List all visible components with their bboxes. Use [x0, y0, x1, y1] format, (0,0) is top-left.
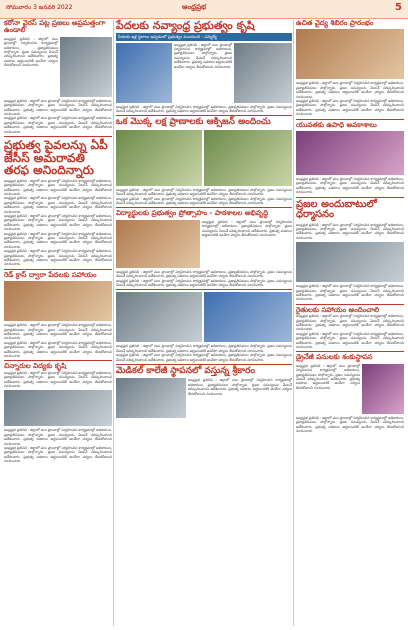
- story-text: ఆంధ్రప్రభ ప్రతినిధి : జిల్లాలో పలు ప్రాంతాల్లో నిర్వహించిన కార్యక్రమాల్లో అధికారులు, ప్రజాప్రతినిధులు పాల్గొన్నారు. ప్రజల సమస్యలను వెంటనే పరిష్కరించాలని ఆదేశించారు. ప్రభుత్వ పథకాలు అర్హులందరికీ అందేలా చర్యలు తీసుకోవాలని సూచించారు.: [4, 178, 112, 196]
- divider: [116, 289, 292, 290]
- photo: [60, 37, 112, 97]
- photo: [116, 43, 172, 103]
- photo: [204, 292, 292, 342]
- divider: [4, 360, 112, 361]
- photo: [296, 131, 404, 175]
- lead-subheading: పేదలకు ఇళ్ల స్థలాలు ఇవ్వడంలో ప్రభుత్వం ముందుంది - ఎమ్మెల్యే: [116, 33, 292, 41]
- column-divider: [113, 20, 114, 626]
- story-text: ఆంధ్రప్రభ ప్రతినిధి : జిల్లాలో పలు ప్రాంతాల్లో నిర్వహించిన కార్యక్రమాల్లో అధికారులు, ప్రజాప్రతినిధులు పాల్గొన్నారు. ప్రజల సమస్యలను వెంటనే పరిష్కరించాలని ఆదేశించారు. ప్రభుత్వ పథకాలు అర్హులందరికీ అందేలా చర్యలు తీసుకోవాలని సూచించారు.: [4, 98, 112, 116]
- left-column: [4, 20, 112, 464]
- divider: [116, 207, 292, 208]
- story-text: ఆంధ్రప్రభ ప్రతినిధి : జిల్లాలో పలు ప్రాంతాల్లో నిర్వహించిన కార్యక్రమాల్లో అధికారులు, ప్రజాప్రతినిధులు పాల్గొన్నారు. ప్రజల సమస్యలను వెంటనే పరిష్కరించాలని ఆదేశించారు. ప్రభుత్వ పథకాలు అర్హులందరికీ అందేలా చర్యలు తీసుకోవాలని సూచించారు.: [4, 36, 58, 68]
- story-text: ఆంధ్రప్రభ ప్రతినిధి : జిల్లాలో పలు ప్రాంతాల్లో నిర్వహించిన కార్యక్రమాల్లో అధికారులు, ప్రజాప్రతినిధులు పాల్గొన్నారు. ప్రజల సమస్యలను వెంటనే పరిష్కరించాలని ఆదేశించారు. ప్రభుత్వ పథకాలు అర్హులందరికీ అందేలా చర్యలు తీసుకోవాలని సూచించారు.: [4, 213, 112, 232]
- photo: [296, 242, 404, 282]
- photo: [116, 378, 186, 418]
- story-text: ఆంధ్రప్రభ ప్రతినిధి : జిల్లాలో పలు ప్రాంతాల్లో నిర్వహించిన కార్యక్రమాల్లో అధికారులు, ప్రజాప్రతినిధులు పాల్గొన్నారు. ప్రజల సమస్యలను వెంటనే పరిష్కరించాలని ఆదేశించారు. ప్రభుత్వ పథకాలు అర్హులందరికీ అందేలా చర్యలు తీసుకోవాలని సూచించారు.: [296, 222, 404, 240]
- story-heading: ఒక మొక్క లక్ష ప్రాణాలకు ఆక్సిజన్ అందించు: [116, 117, 271, 128]
- story-text: ఆంధ్రప్రభ ప్రతినిధి : జిల్లాలో పలు ప్రాంతాల్లో నిర్వహించిన కార్యక్రమాల్లో అధికారులు, ప్రజాప్రతినిధులు పాల్గొన్నారు. ప్రజల సమస్యలను వెంటనే పరిష్కరించాలని ఆదేశించారు. ప్రభుత్వ పథకాలు అర్హులందరికీ అందేలా చర్యలు తీసుకోవాలని సూచించారు.: [4, 370, 112, 388]
- story-text: ఆంధ్రప్రభ ప్రతినిధి : జిల్లాలో పలు ప్రాంతాల్లో నిర్వహించిన కార్యక్రమాల్లో అధికారులు, ప్రజాప్రతినిధులు పాల్గొన్నారు. ప్రజల సమస్యలను వెంటనే పరిష్కరించాలని ఆదేశించారు. ప్రభుత్వ పథకాలు అర్హులందరికీ అందేలా చర్యలు తీసుకోవాలని సూచించారు.: [296, 363, 360, 390]
- photo: [204, 130, 292, 186]
- story-heading: ఉచిత వైద్య శిబిరం ప్రారంభం: [296, 19, 374, 27]
- story-text: ఆంధ్రప్రభ ప్రతినిధి : జిల్లాలో పలు ప్రాంతాల్లో నిర్వహించిన కార్యక్రమాల్లో అధికారులు, ప్రజాప్రతినిధులు పాల్గొన్నారు. ప్రజల సమస్యలను వెంటనే పరిష్కరించాలని ఆదేశించారు. ప్రభుత్వ పథకాలు అర్హులందరికీ అందేలా చర్యలు తీసుకోవాలని సూచించారు.: [4, 231, 112, 249]
- page-number: 5: [395, 2, 402, 13]
- divider: [296, 304, 404, 305]
- story-text: ఆంధ్రప్రభ ప్రతినిధి : జిల్లాలో పలు ప్రాంతాల్లో నిర్వహించిన కార్యక్రమాల్లో అధికారులు, ప్రజాప్రతినిధులు పాల్గొన్నారు. ప్రజల సమస్యలను వెంటనే పరిష్కరించాలని ఆదేశించారు. ప్రభుత్వ పథకాలు అర్హులందరికీ అందేలా చర్యలు తీసుకోవాలని సూచించారు.: [4, 116, 112, 134]
- divider: [4, 269, 112, 270]
- story-text: ఆంధ్రప్రభ ప్రతినిధి : జిల్లాలో పలు ప్రాంతాల్లో నిర్వహించిన కార్యక్రమాల్లో అధికారులు, ప్రజాప్రతినిధులు పాల్గొన్నారు. ప్రజల సమస్యలను వెంటనే పరిష్కరించాలని ఆదేశించారు. ప్రభుత్వ పథకాలు అర్హులందరికీ అందేలా చర్యలు తీసుకోవాలని సూచించారు.: [116, 344, 292, 353]
- story-text: ఆంధ్రప్రభ ప్రతినిధి : జిల్లాలో పలు ప్రాంతాల్లో నిర్వహించిన కార్యక్రమాల్లో అధికారులు, ప్రజాప్రతినిధులు పాల్గొన్నారు. ప్రజల సమస్యలను వెంటనే పరిష్కరించాలని ఆదేశించారు. ప్రభుత్వ పథకాలు అర్హులందరికీ అందేలా చర్యలు తీసుకోవాలని సూచించారు.: [296, 81, 404, 99]
- story-text: ఆంధ్రప్రభ ప్రతినిధి : జిల్లాలో పలు ప్రాంతాల్లో నిర్వహించిన కార్యక్రమాల్లో అధికారులు, ప్రజాప్రతినిధులు పాల్గొన్నారు. ప్రజల సమస్యలను వెంటనే పరిష్కరించాలని ఆదేశించారు. ప్రభుత్వ పథకాలు అర్హులందరికీ అందేలా చర్యలు తీసుకోవాలని సూచించారు.: [296, 314, 404, 332]
- divider: [296, 351, 404, 352]
- story-heading: రెడ్ క్రాస్ ద్వారా పేదలకు సహాయం: [4, 270, 97, 279]
- story-heading: కరోనా వైరస్ పట్ల ప్రజలు అప్రమత్తంగా ఉండాలి: [4, 19, 106, 35]
- story-text: ఆంధ్రప్రభ ప్రతినిధి : జిల్లాలో పలు ప్రాంతాల్లో నిర్వహించిన కార్యక్రమాల్లో అధికారులు, ప్రజాప్రతినిధులు పాల్గొన్నారు. ప్రజల సమస్యలను వెంటనే పరిష్కరించాలని ఆదేశించారు. ప్రభుత్వ పథకాలు అర్హులందరికీ అందేలా చర్యలు తీసుకోవాలని సూచించారు.: [116, 104, 292, 113]
- divider: [296, 119, 404, 120]
- story-text: ఆంధ్రప్రభ ప్రతినిధి : జిల్లాలో పలు ప్రాంతాల్లో నిర్వహించిన కార్యక్రమాల్లో అధికారులు, ప్రజాప్రతినిధులు పాల్గొన్నారు. ప్రజల సమస్యలను వెంటనే పరిష్కరించాలని ఆదేశించారు. ప్రభుత్వ పథకాలు అర్హులందరికీ అందేలా చర్యలు తీసుకోవాలని సూచించారు.: [4, 196, 112, 214]
- photo: [362, 364, 404, 414]
- photo: [116, 220, 200, 268]
- story-text: ఆంధ్రప్రభ ప్రతినిధి : జిల్లాలో పలు ప్రాంతాల్లో నిర్వహించిన కార్యక్రమాల్లో అధికారులు, ప్రజాప్రతినిధులు పాల్గొన్నారు. ప్రజల సమస్యలను వెంటనే పరిష్కరించాలని ఆదేశించారు. ప్రభుత్వ పథకాలు అర్హులందరికీ అందేలా చర్యలు తీసుకోవాలని సూచించారు.: [4, 323, 112, 341]
- story-text: ఆంధ్రప్రభ ప్రతినిధి : జిల్లాలో పలు ప్రాంతాల్లో నిర్వహించిన కార్యక్రమాల్లో అధికారులు, ప్రజాప్రతినిధులు పాల్గొన్నారు. ప్రజల సమస్యలను వెంటనే పరిష్కరించాలని ఆదేశించారు. ప్రభుత్వ పథకాలు అర్హులందరికీ అందేలా చర్యలు తీసుకోవాలని సూచించారు.: [116, 269, 292, 279]
- photo: [296, 29, 404, 79]
- story-heading: మెడికల్ కాలేజీ స్థాపనలో వస్తున్న శ్రీకారం: [116, 366, 256, 377]
- story-text: ఆంధ్రప్రభ ప్రతినిధి : జిల్లాలో పలు ప్రాంతాల్లో నిర్వహించిన కార్యక్రమాల్లో అధికారులు, ప్రజాప్రతినిధులు పాల్గొన్నారు. ప్రజల సమస్యలను వెంటనే పరిష్కరించాలని ఆదేశించారు. ప్రభుత్వ పథకాలు అర్హులందరికీ అందేలా చర్యలు తీసుకోవాలని సూచించారు.: [296, 415, 404, 433]
- divider: [4, 136, 112, 137]
- lead-headline: పేదలకు నవ్యాంధ్ర ప్రభుత్వం కృషి: [116, 19, 255, 32]
- story-heading: రైతులకు సహాయం అందించాలి: [296, 305, 380, 314]
- story-heading: విద్యార్థులకు ప్రభుత్వం ప్రోత్సాహం - పాఠశాలల అభివృద్ధి: [116, 209, 269, 218]
- photo: [4, 390, 112, 426]
- masthead-logo: ఆంధ్రప్రభ: [182, 3, 207, 11]
- story-heading: డ్రైనేజీ పనులకు శంకుస్థాపన: [296, 353, 373, 362]
- photo: [4, 281, 112, 321]
- divider: [296, 197, 404, 198]
- story-text: ఆంధ్రప్రభ ప్రతినిధి : జిల్లాలో పలు ప్రాంతాల్లో నిర్వహించిన కార్యక్రమాల్లో అధికారులు, ప్రజాప్రతినిధులు పాల్గొన్నారు. ప్రజల సమస్యలను వెంటనే పరిష్కరించాలని ఆదేశించారు. ప్రభుత్వ పథకాలు అర్హులందరికీ అందేలా చర్యలు తీసుకోవాలని సూచించారు.: [296, 98, 404, 117]
- divider: [116, 364, 292, 365]
- story-text: ఆంధ్రప్రభ ప్రతినిధి : జిల్లాలో పలు ప్రాంతాల్లో నిర్వహించిన కార్యక్రమాల్లో అధికారులు, ప్రజాప్రతినిధులు పాల్గొన్నారు. ప్రజల సమస్యలను వెంటనే పరిష్కరించాలని ఆదేశించారు. ప్రభుత్వ పథకాలు అర్హులందరికీ అందేలా చర్యలు తీసుకోవాలని సూచించారు.: [4, 249, 112, 267]
- story-text: ఆంధ్రప్రభ ప్రతినిధి : జిల్లాలో పలు ప్రాంతాల్లో నిర్వహించిన కార్యక్రమాల్లో అధికారులు, ప్రజాప్రతినిధులు పాల్గొన్నారు. ప్రజల సమస్యలను వెంటనే పరిష్కరించాలని ఆదేశించారు. ప్రభుత్వ పథకాలు అర్హులందరికీ అందేలా చర్యలు తీసుకోవాలని సూచించారు.: [4, 446, 112, 464]
- story-text: ఆంధ్రప్రభ ప్రతినిధి : జిల్లాలో పలు ప్రాంతాల్లో నిర్వహించిన కార్యక్రమాల్లో అధికారులు, ప్రజాప్రతినిధులు పాల్గొన్నారు. ప్రజల సమస్యలను వెంటనే పరిష్కరించాలని ఆదేశించారు. ప్రభుత్వ పథకాలు అర్హులందరికీ అందేలా చర్యలు తీసుకోవాలని సూచించారు.: [4, 340, 112, 359]
- story-text: ఆంధ్రప్రభ ప్రతినిధి : జిల్లాలో పలు ప్రాంతాల్లో నిర్వహించిన కార్యక్రమాల్లో అధికారులు, ప్రజాప్రతినిధులు పాల్గొన్నారు. ప్రజల సమస్యలను వెంటనే పరిష్కరించాలని ఆదేశించారు. ప్రభుత్వ పథకాలు అర్హులందరికీ అందేలా చర్యలు తీసుకోవాలని సూచించారు.: [116, 278, 292, 287]
- story-text: ఆంధ్రప్రభ ప్రతినిధి : జిల్లాలో పలు ప్రాంతాల్లో నిర్వహించిన కార్యక్రమాల్లో అధికారులు, ప్రజాప్రతినిధులు పాల్గొన్నారు. ప్రజల సమస్యలను వెంటనే పరిష్కరించాలని ఆదేశించారు. ప్రభుత్వ పథకాలు అర్హులందరికీ అందేలా చర్యలు తీసుకోవాలని సూచించారు.: [202, 219, 292, 237]
- photo: [116, 130, 202, 186]
- story-text: ఆంధ్రప్రభ ప్రతినిధి : జిల్లాలో పలు ప్రాంతాల్లో నిర్వహించిన కార్యక్రమాల్లో అధికారులు, ప్రజాప్రతినిధులు పాల్గొన్నారు. ప్రజల సమస్యలను వెంటనే పరిష్కరించాలని ఆదేశించారు. ప్రభుత్వ పథకాలు అర్హులందరికీ అందేలా చర్యలు తీసుకోవాలని సూచించారు.: [116, 353, 292, 362]
- newspaper-header: [0, 0, 408, 19]
- story-text: ఆంధ్రప్రభ ప్రతినిధి : జిల్లాలో పలు ప్రాంతాల్లో నిర్వహించిన కార్యక్రమాల్లో అధికారులు, ప్రజాప్రతినిధులు పాల్గొన్నారు. ప్రజల సమస్యలను వెంటనే పరిష్కరించాలని ఆదేశించారు. ప్రభుత్వ పథకాలు అర్హులందరికీ అందేలా చర్యలు తీసుకోవాలని సూచించారు.: [174, 42, 232, 69]
- story-text: ఆంధ్రప్రభ ప్రతినిధి : జిల్లాలో పలు ప్రాంతాల్లో నిర్వహించిన కార్యక్రమాల్లో అధికారులు, ప్రజాప్రతినిధులు పాల్గొన్నారు. ప్రజల సమస్యలను వెంటనే పరిష్కరించాలని ఆదేశించారు. ప్రభుత్వ పథకాలు అర్హులందరికీ అందేలా చర్యలు తీసుకోవాలని సూచించారు.: [116, 187, 292, 197]
- story-heading: యువతకు ఉపాధి అవకాశాలు: [296, 120, 377, 129]
- story-text: ఆంధ్రప్రభ ప్రతినిధి : జిల్లాలో పలు ప్రాంతాల్లో నిర్వహించిన కార్యక్రమాల్లో అధికారులు, ప్రజాప్రతినిధులు పాల్గొన్నారు. ప్రజల సమస్యలను వెంటనే పరిష్కరించాలని ఆదేశించారు. ప్రభుత్వ పథకాలు అర్హులందరికీ అందేలా చర్యలు తీసుకోవాలని సూచించారు.: [296, 331, 404, 349]
- photo: [116, 292, 202, 342]
- story-text: ఆంధ్రప్రభ ప్రతినిధి : జిల్లాలో పలు ప్రాంతాల్లో నిర్వహించిన కార్యక్రమాల్లో అధికారులు, ప్రజాప్రతినిధులు పాల్గొన్నారు. ప్రజల సమస్యలను వెంటనే పరిష్కరించాలని ఆదేశించారు. ప్రభుత్వ పథకాలు అర్హులందరికీ అందేలా చర్యలు తీసుకోవాలని సూచించారు.: [4, 428, 112, 446]
- story-text: ఆంధ్రప్రభ ప్రతినిధి : జిల్లాలో పలు ప్రాంతాల్లో నిర్వహించిన కార్యక్రమాల్లో అధికారులు, ప్రజాప్రతినిధులు పాల్గొన్నారు. ప్రజల సమస్యలను వెంటనే పరిష్కరించాలని ఆదేశించారు. ప్రభుత్వ పథకాలు అర్హులందరికీ అందేలా చర్యలు తీసుకోవాలని సూచించారు.: [188, 378, 292, 396]
- story-text: ఆంధ్రప్రభ ప్రతినిధి : జిల్లాలో పలు ప్రాంతాల్లో నిర్వహించిన కార్యక్రమాల్లో అధికారులు, ప్రజాప్రతినిధులు పాల్గొన్నారు. ప్రజల సమస్యలను వెంటనే పరిష్కరించాలని ఆదేశించారు. ప్రభుత్వ పథకాలు అర్హులందరికీ అందేలా చర్యలు తీసుకోవాలని సూచించారు.: [296, 176, 404, 195]
- column-divider: [293, 20, 294, 626]
- issue-date: సోమవారం 3 జనవరి 2022: [6, 4, 73, 11]
- story-text: ఆంధ్రప్రభ ప్రతినిధి : జిల్లాలో పలు ప్రాంతాల్లో నిర్వహించిన కార్యక్రమాల్లో అధికారులు, ప్రజాప్రతినిధులు పాల్గొన్నారు. ప్రజల సమస్యలను వెంటనే పరిష్కరించాలని ఆదేశించారు. ప్రభుత్వ పథకాలు అర్హులందరికీ అందేలా చర్యలు తీసుకోవాలని సూచించారు.: [116, 196, 292, 206]
- photo: [234, 43, 292, 103]
- story-heading: ప్రజల అందుబాటులో ధర్మాసనం: [296, 198, 377, 221]
- story-heading: ప్రభుత్వ పైవలన్ను ఏపీ జేసీస్ అమరావతి తరఫ అనిందిన్నారు: [4, 137, 108, 178]
- center-column: [116, 20, 292, 418]
- story-heading: చిన్నారుల విద్యకు కృషి: [4, 362, 67, 371]
- story-text: ఆంధ్రప్రభ ప్రతినిధి : జిల్లాలో పలు ప్రాంతాల్లో నిర్వహించిన కార్యక్రమాల్లో అధికారులు, ప్రజాప్రతినిధులు పాల్గొన్నారు. ప్రజల సమస్యలను వెంటనే పరిష్కరించాలని ఆదేశించారు. ప్రభుత్వ పథకాలు అర్హులందరికీ అందేలా చర్యలు తీసుకోవాలని సూచించారు.: [296, 284, 404, 302]
- right-column: [296, 20, 404, 433]
